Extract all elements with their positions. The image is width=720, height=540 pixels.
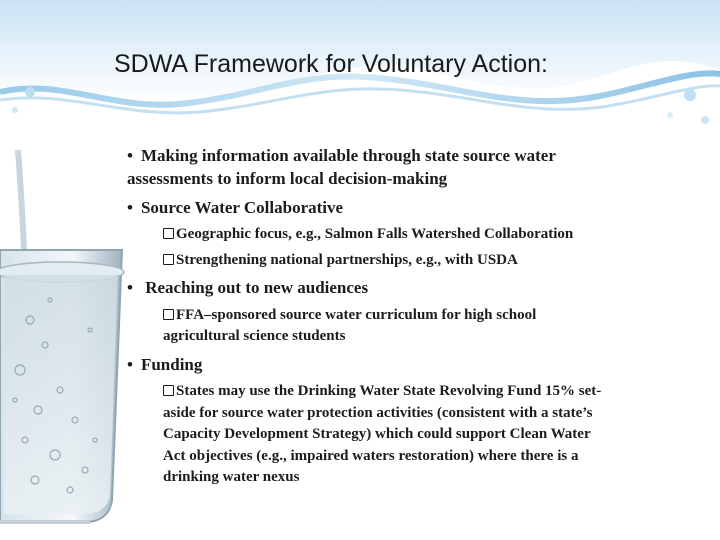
bullet-dot: • [127,198,133,217]
checkbox-bullet-icon [163,228,174,239]
sub-item-text: FFA–sponsored source water curriculum for high school [176,307,537,323]
sub-item [163,305,536,327]
sub-item-text: Strengthening national partnerships, e.g., with USDA [176,252,518,268]
sub-item-text-continued: Capacity Development Strategy) which could support Clean Water [163,426,591,442]
bullet-item [127,145,556,167]
sub-item-text-continued: agricultural science students [163,328,346,344]
bullet-item [127,277,368,299]
sub-item-text-continued: Act objectives (e.g., impaired waters restoration) where there is a [163,447,579,464]
bullet-item [127,354,202,376]
sub-item-text: States may use the Drinking Water State Revolving Fund 15% set- [176,383,602,399]
slide-title: SDWA Framework for Voluntary Action: [114,50,548,78]
sub-item [163,381,601,403]
checkbox-bullet-icon [163,309,174,320]
sub-item-text-continued: aside for source water protection activities (consistent with a state’s [163,404,593,421]
bullet-text: Reaching out to new audiences [145,278,369,297]
sub-item-text: Geographic focus, e.g., Salmon Falls Watershed Collaboration [176,226,574,242]
bullet-item [127,197,343,219]
checkbox-bullet-icon [163,385,174,396]
sub-item [163,250,518,272]
bullet-text: Making information available through state source water [140,146,556,165]
bullet-dot: • [127,355,133,374]
sub-item-text-continued: drinking water nexus [163,469,300,485]
bullet-dot: • [127,146,133,165]
checkbox-bullet-icon [163,254,174,265]
bullet-text-continued: assessments to inform local decision-making [127,169,448,188]
bullet-dot: • [127,278,133,297]
bullet-text: Source Water Collaborative [140,198,344,217]
sub-item [163,224,573,246]
bullet-text: Funding [140,355,203,374]
